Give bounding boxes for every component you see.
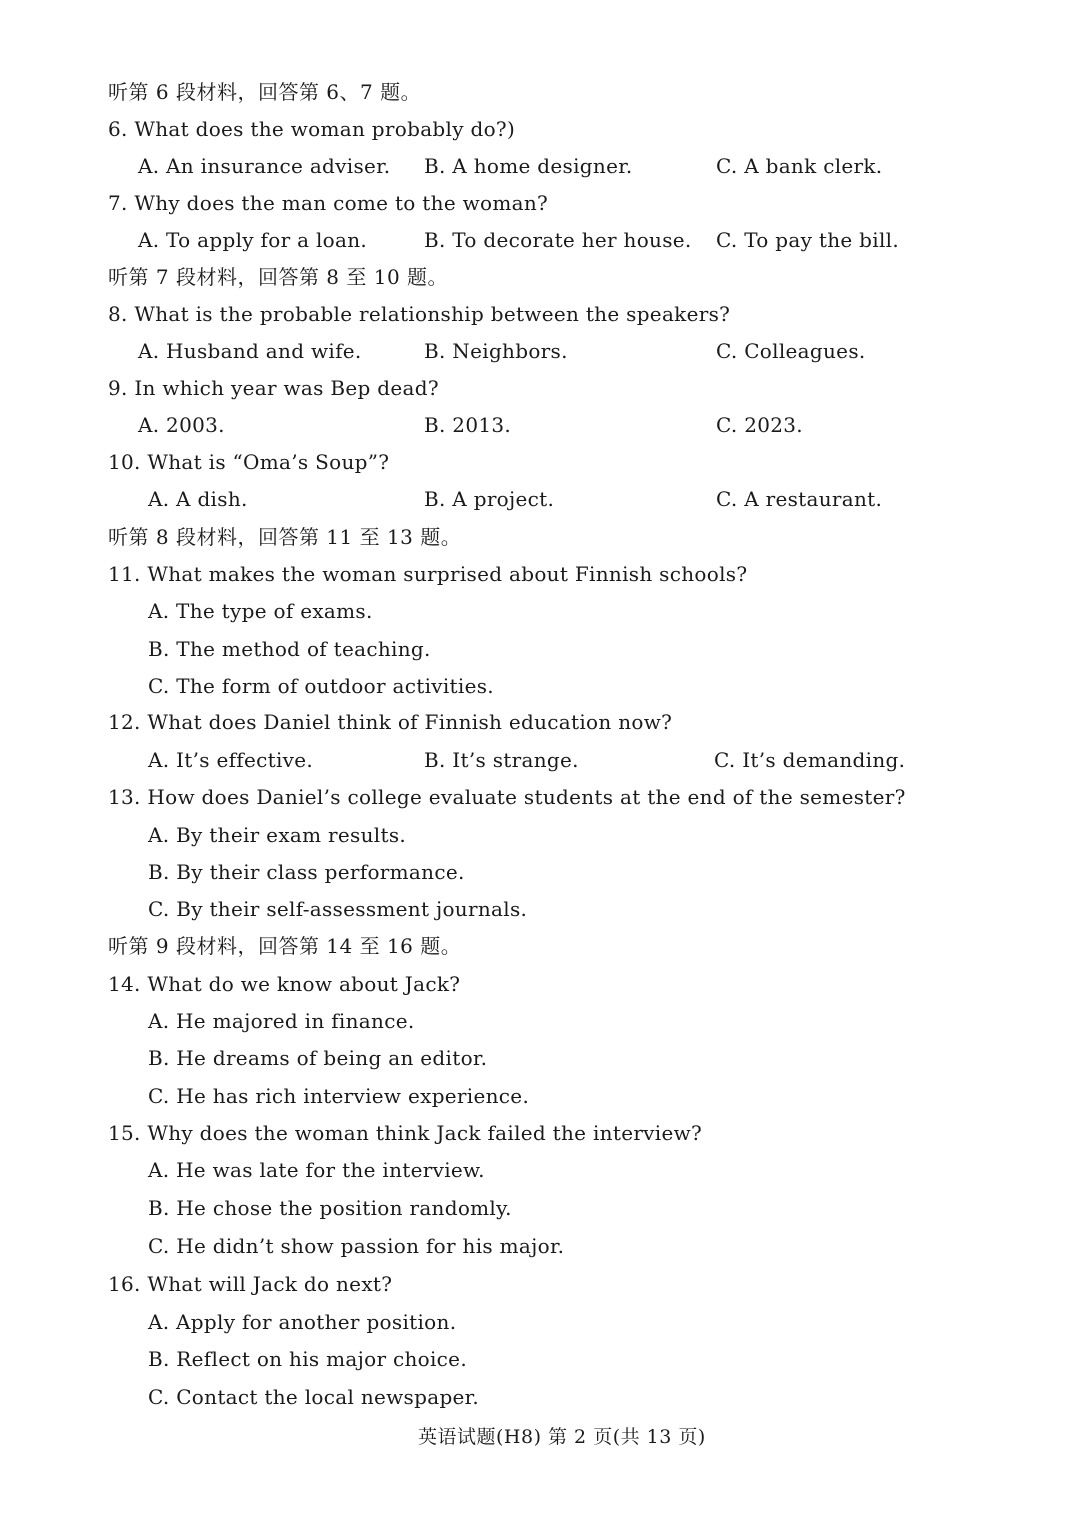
question-stem: 9. In which year was Bep dead? bbox=[108, 376, 439, 400]
section-header: 听第 7 段材料，回答第 8 至 10 题。 bbox=[108, 265, 449, 289]
question-stem: 12. What does Daniel think of Finnish education now? bbox=[108, 710, 673, 734]
option: A. 2003. bbox=[138, 413, 225, 437]
option: A. He majored in finance. bbox=[148, 1009, 415, 1033]
option: C. A bank clerk. bbox=[716, 154, 883, 178]
question-stem: 7. Why does the man come to the woman? bbox=[108, 191, 549, 215]
option: B. Reflect on his major choice. bbox=[148, 1347, 467, 1371]
option: C. Colleagues. bbox=[716, 339, 866, 363]
section-header: 听第 8 段材料，回答第 11 至 13 题。 bbox=[108, 525, 462, 549]
option: C. To pay the bill. bbox=[716, 228, 900, 252]
option: A. It’s effective. bbox=[148, 748, 314, 772]
option: B. By their class performance. bbox=[148, 860, 465, 884]
option: B. 2013. bbox=[424, 413, 512, 437]
option: C. The form of outdoor activities. bbox=[148, 674, 494, 698]
option: B. He dreams of being an editor. bbox=[148, 1046, 488, 1070]
section-header: 听第 9 段材料，回答第 14 至 16 题。 bbox=[108, 934, 462, 958]
option: C. Contact the local newspaper. bbox=[148, 1385, 479, 1409]
option: B. A home designer. bbox=[424, 154, 633, 178]
option: B. It’s strange. bbox=[424, 748, 579, 772]
option: B. To decorate her house. bbox=[424, 228, 692, 252]
option: A. A dish. bbox=[148, 487, 248, 511]
option: A. The type of exams. bbox=[148, 599, 373, 623]
option: A. Husband and wife. bbox=[138, 339, 362, 363]
question-stem: 16. What will Jack do next? bbox=[108, 1272, 393, 1296]
option: A. An insurance adviser. bbox=[138, 154, 391, 178]
option: C. 2023. bbox=[716, 413, 803, 437]
option: C. He didn’t show passion for his major. bbox=[148, 1234, 565, 1258]
option: C. It’s demanding. bbox=[714, 748, 906, 772]
question-stem: 11. What makes the woman surprised about Finnish schools? bbox=[108, 562, 748, 586]
option: B. The method of teaching. bbox=[148, 637, 431, 661]
question-stem: 10. What is “Oma’s Soup”? bbox=[108, 450, 390, 474]
question-stem: 6. What does the woman probably do?) bbox=[108, 117, 516, 141]
question-stem: 15. Why does the woman think Jack failed the interview? bbox=[108, 1121, 703, 1145]
question-stem: 13. How does Daniel’s college evaluate students at the end of the semester? bbox=[108, 785, 906, 809]
option: A. Apply for another position. bbox=[148, 1310, 457, 1334]
option: C. A restaurant. bbox=[716, 487, 883, 511]
question-stem: 8. What is the probable relationship between the speakers? bbox=[108, 302, 731, 326]
section-header: 听第 6 段材料，回答第 6、7 题。 bbox=[108, 80, 422, 104]
question-stem: 14. What do we know about Jack? bbox=[108, 972, 461, 996]
option: A. He was late for the interview. bbox=[148, 1158, 485, 1182]
option: A. By their exam results. bbox=[148, 823, 407, 847]
option: C. By their self-assessment journals. bbox=[148, 897, 528, 921]
option: B. A project. bbox=[424, 487, 555, 511]
option: B. Neighbors. bbox=[424, 339, 568, 363]
option: A. To apply for a loan. bbox=[138, 228, 368, 252]
option: B. He chose the position randomly. bbox=[148, 1196, 512, 1220]
option: C. He has rich interview experience. bbox=[148, 1084, 530, 1108]
page-footer: 英语试题(H8) 第 2 页(共 13 页) bbox=[418, 1426, 706, 1448]
